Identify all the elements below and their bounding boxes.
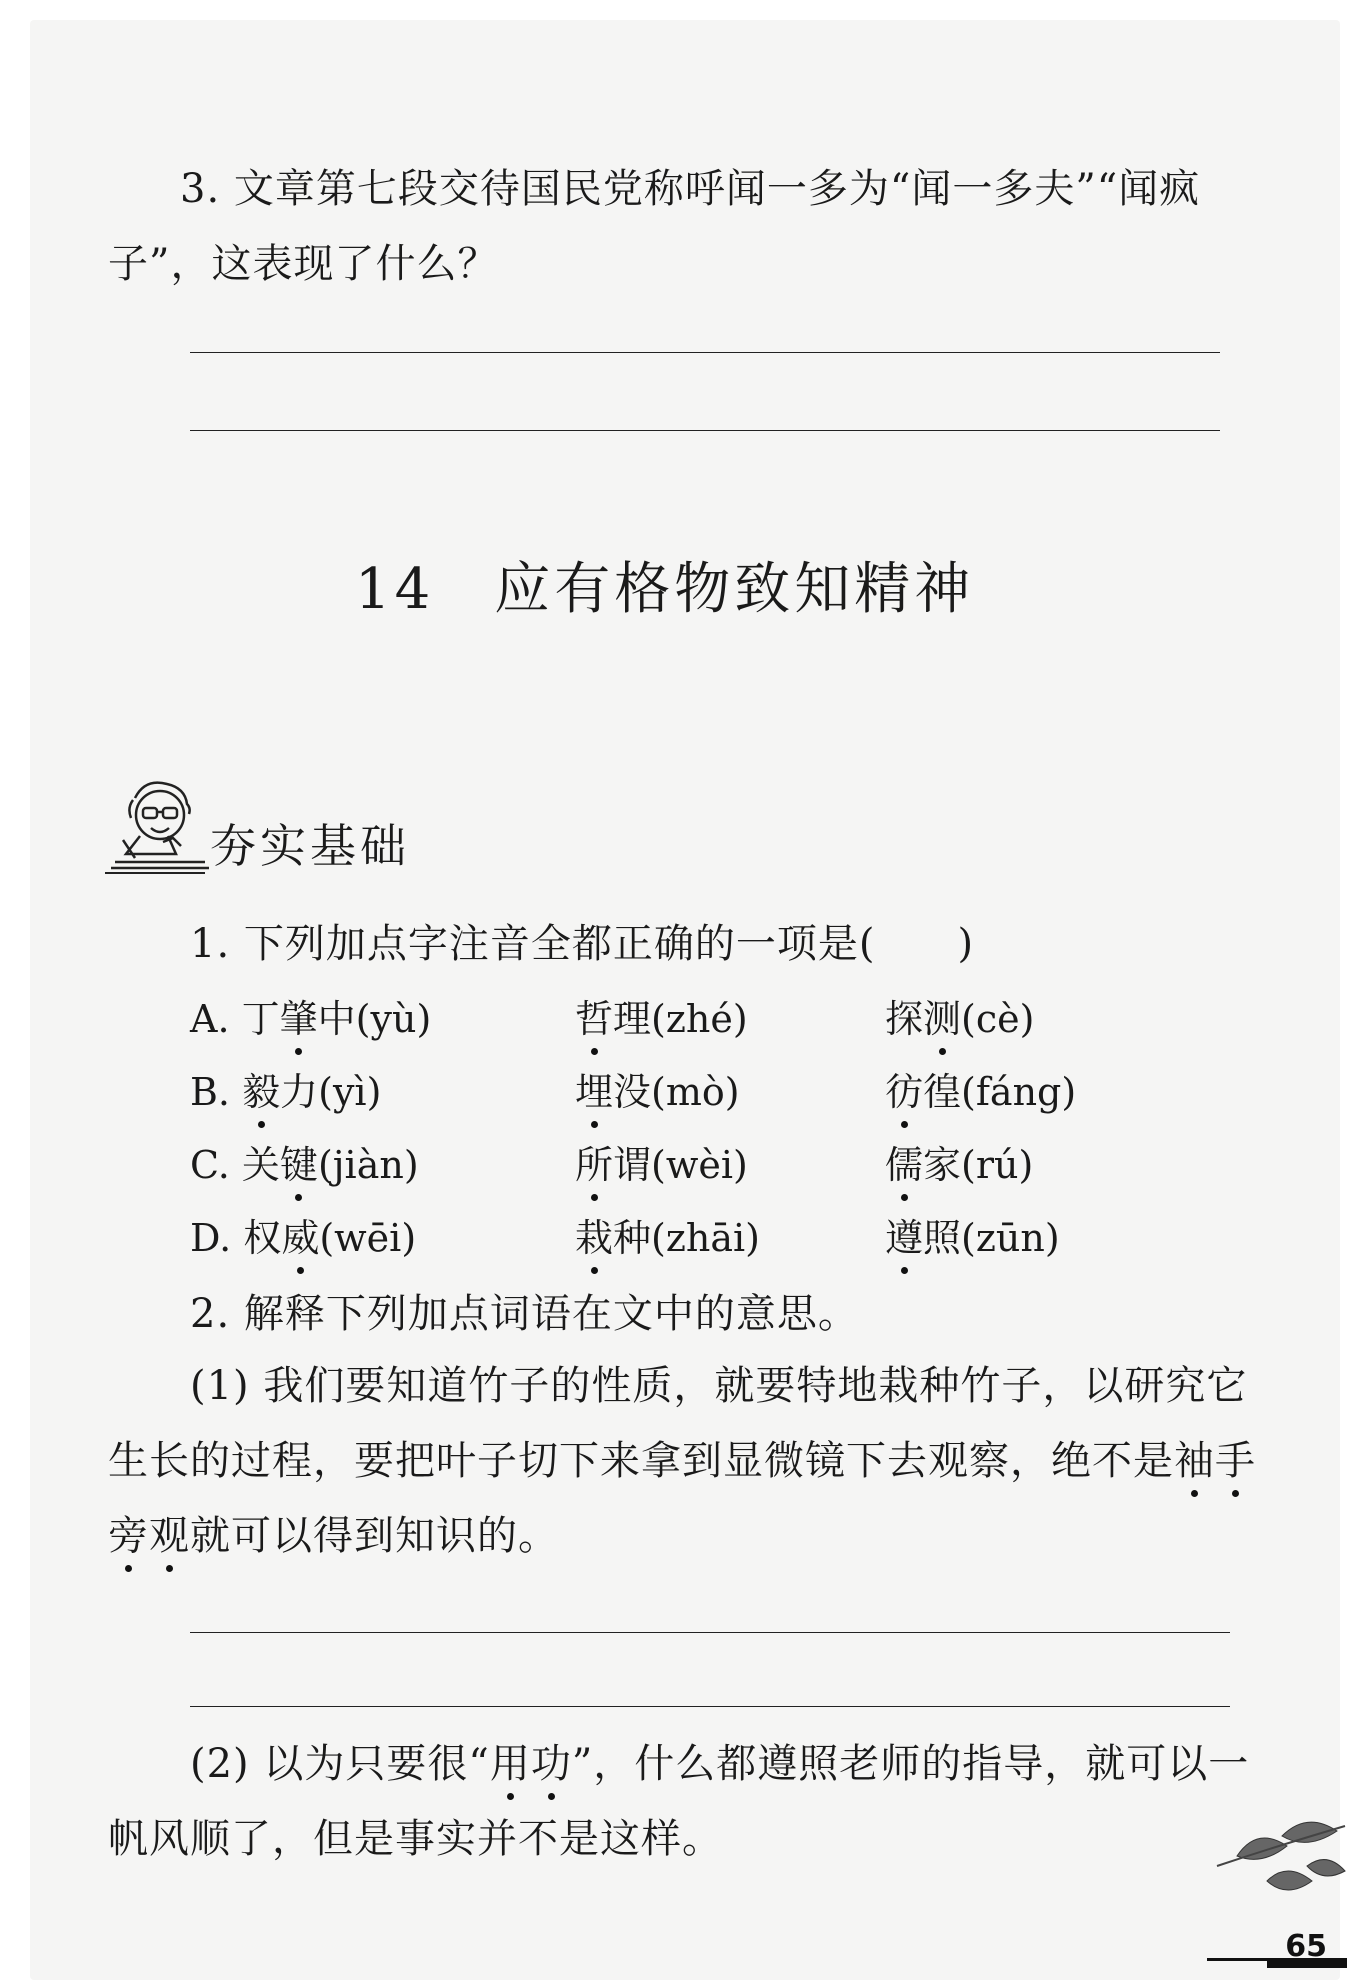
option-a-word2: 哲理(zhé) [575, 997, 748, 1041]
q2-part1-line1: (1) 我们要知道竹子的性质，就要特地栽种竹子，以研究它 [190, 1363, 1248, 1409]
pinyin: (mò) [651, 1070, 740, 1114]
answer-line [190, 352, 1220, 353]
option-c: C. 关键(jiàn) [190, 1143, 419, 1187]
student-writing-icon [105, 770, 215, 880]
dotted-char: 埋 [575, 1070, 614, 1114]
q2-part2-line1: (2) 以为只要很“用功”，什么都遵照老师的指导，就可以一 [190, 1741, 1250, 1787]
pinyin: (zūn) [961, 1216, 1060, 1260]
dotted-char: 袖 [1174, 1438, 1215, 1484]
answer-line [190, 430, 1220, 431]
dotted-char: 测 [923, 997, 962, 1041]
dotted-char: 肇 [279, 997, 318, 1041]
option-b-word3: 彷徨(fáng) [885, 1070, 1077, 1114]
option-d-word2: 栽种(zhāi) [575, 1216, 760, 1260]
q2-part1-line2: 生长的过程，要把叶子切下来拿到显微镜下去观察，绝不是袖手 [108, 1438, 1256, 1484]
option-d-word3: 遵照(zūn) [885, 1216, 1060, 1260]
answer-line [190, 1706, 1230, 1707]
dotted-char: 手 [1215, 1438, 1256, 1484]
q1-stem: 1. 下列加点字注音全都正确的一项是( ) [190, 921, 975, 967]
dotted-char: 遵 [885, 1216, 924, 1260]
section-title: 夯实基础 [210, 819, 410, 873]
dotted-char: 毅 [242, 1070, 281, 1114]
q3-line2: 子”，这表现了什么？ [108, 241, 499, 287]
page-number: 65 [1285, 1929, 1327, 1964]
option-a-word3: 探测(cè) [885, 997, 1035, 1041]
pinyin: (jiàn) [317, 1143, 419, 1187]
q2-part2-line2: 帆风顺了，但是事实并不是这样。 [108, 1816, 723, 1862]
pinyin: (wēi) [319, 1216, 417, 1260]
option-b: B. 毅力(yì) [190, 1070, 382, 1114]
dotted-char: 所 [575, 1143, 614, 1187]
pinyin: (wèi) [651, 1143, 748, 1187]
option-a: A. 丁肇中(yù) [190, 997, 432, 1041]
dotted-char: 彷 [885, 1070, 924, 1114]
answer-line [190, 1632, 1230, 1633]
pinyin: (zhāi) [651, 1216, 760, 1260]
dotted-char: 功 [530, 1741, 572, 1787]
lesson-title-text: 应有格物致知精神 [494, 557, 975, 622]
dotted-char: 观 [149, 1513, 190, 1559]
option-c-word2: 所谓(wèi) [575, 1143, 748, 1187]
pinyin: (yì) [318, 1070, 382, 1114]
q2-part1-line3: 旁观就可以得到知识的。 [108, 1513, 559, 1559]
dotted-char: 键 [279, 1143, 318, 1187]
option-d: D. 权威(wēi) [190, 1216, 417, 1260]
leaf-decoration-icon [1197, 1796, 1347, 1916]
dotted-char: 旁 [108, 1513, 149, 1559]
section-underline [105, 872, 205, 874]
pinyin: (cè) [961, 997, 1035, 1041]
q2-stem: 2. 解释下列加点词语在文中的意思。 [190, 1291, 859, 1337]
lesson-title [355, 555, 974, 625]
dotted-char: 威 [281, 1216, 320, 1260]
dotted-char: 哲 [575, 997, 614, 1041]
section-header [105, 770, 465, 890]
dotted-char: 用 [489, 1741, 531, 1787]
dotted-char: 栽 [575, 1216, 614, 1260]
pinyin: (zhé) [651, 997, 748, 1041]
pinyin: (yù) [355, 997, 432, 1041]
option-c-word3: 儒家(rú) [885, 1143, 1034, 1187]
pinyin: (rú) [961, 1143, 1034, 1187]
lesson-number: 14 [355, 557, 435, 622]
dotted-char: 儒 [885, 1143, 924, 1187]
q3-line1: 3. 文章第七段交待国民党称呼闻一多为“闻一多夫”“闻疯 [180, 166, 1201, 212]
option-b-word2: 埋没(mò) [575, 1070, 740, 1114]
pinyin: (fáng) [961, 1070, 1077, 1114]
